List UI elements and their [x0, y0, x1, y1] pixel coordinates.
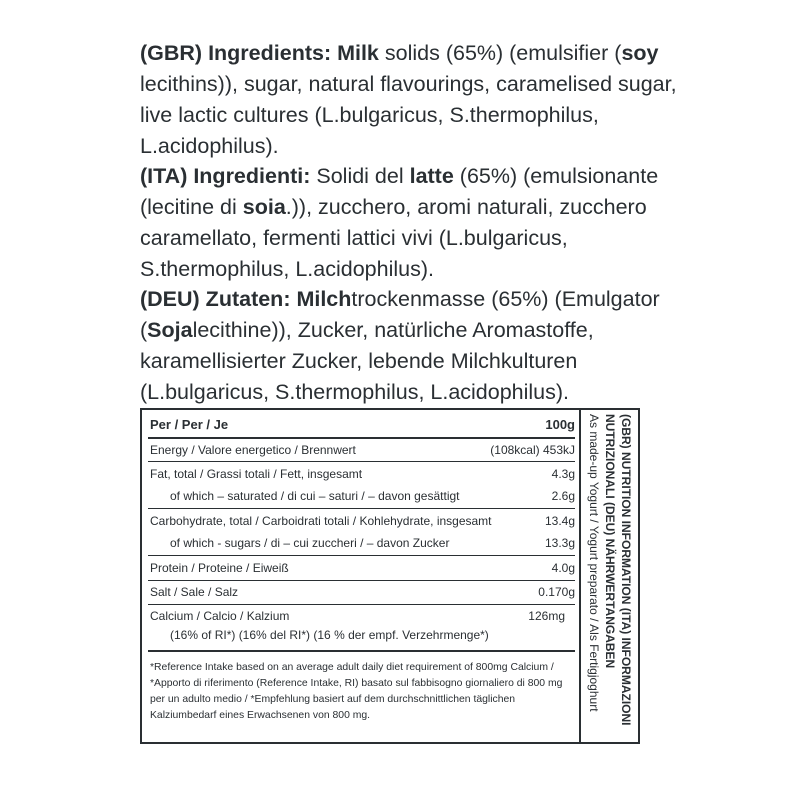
allergen-soja: Soja: [147, 318, 193, 342]
ingredients-ita-heading: (ITA) Ingredienti:: [140, 164, 311, 188]
header-divider: [148, 437, 575, 439]
header-value: 100g: [545, 417, 575, 432]
nutrition-panel: [140, 408, 640, 744]
nutrition-table: [142, 410, 579, 742]
nutrient-row-energy: Energy / Valore energetico / Brennwert (108kcal) 453kJ: [150, 443, 575, 457]
nutrient-row-fat: Fat, total / Grassi totali / Fett, insgesamt 4.3g: [150, 467, 575, 481]
nutrient-row-sugars: of which - sugars / di – cui zuccheri / – davon Zucker 13.3g: [170, 536, 575, 550]
row-divider: [148, 555, 575, 556]
nutrition-title: (GBR) NUTRITION INFORMATION (ITA) INFORMAZIONI NUTRIZIONALI (DEU) NÄHRWERTANGABEN: [603, 414, 633, 726]
nutrient-row-saturated: of which – saturated / di cui – saturi / – davon gesättigt 2.6g: [170, 489, 575, 503]
ingredients-ita: (ITA) Ingredienti: Solidi del latte (65%) (emulsionante (lecitine di soia.)), zucchero, aromi naturali, zucchero caramellato, fermenti lattici vivi (L.bulgaricus, S.thermophilus, L.acidophilus).: [140, 164, 659, 281]
nutrient-row-carbohydrate: Carbohydrate, total / Carboidrati totali / Kohlehydrate, insgesamt 13.4g: [150, 514, 575, 528]
ingredients-gbr: (GBR) Ingredients: Milk solids (65%) (emulsifier (soy lecithins)), sugar, natural flavourings, caramelised sugar, live lactic cultures (L.bulgaricus, S.thermophilus, L.acidophilus).: [140, 41, 677, 158]
footnote-divider: [148, 650, 575, 652]
nutrition-side-title: [581, 410, 638, 742]
row-divider: [148, 461, 575, 462]
nutrient-row-protein: Protein / Proteine / Eiweiß 4.0g: [150, 561, 575, 575]
header-label: Per / Per / Je: [150, 417, 229, 432]
nutrition-header-row: [150, 415, 575, 435]
calcium-ri-note: (16% of RI*) (16% del RI*) (16 % der empf. Verzehrmenge*): [170, 628, 489, 642]
nutrient-row-salt: Salt / Sale / Salz 0.170g: [150, 585, 575, 599]
reference-intake-footnote: *Reference Intake based on an average adult daily diet requirement of 800mg Calcium / *Apporto di riferimento (Reference Intake, RI) basato sul fabbisogno giornaliero di 800 mg per un adulto medio / *Empfehlung basiert auf dem durchschnittlichen täglichen Kalziumbedarf eines Erwachsenen von 800 mg.: [150, 662, 563, 721]
row-divider: [148, 508, 575, 509]
ingredients-deu-heading: (DEU) Zutaten: Milch: [140, 287, 352, 311]
nutrient-row-calcium: Calcium / Calcio / Kalzium 126mg: [150, 609, 565, 623]
allergen-soia: soia: [242, 195, 286, 219]
nutrition-subtitle: As made-up Yogurt / Yogurt preparato / Als Fertigjoghurt: [587, 414, 601, 712]
allergen-soy: soy: [621, 41, 659, 65]
allergen-latte: latte: [409, 164, 454, 188]
ingredients-gbr-heading: (GBR) Ingredients: Milk: [140, 41, 379, 65]
ingredients-deu: (DEU) Zutaten: Milchtrockenmasse (65%) (Emulgator (Sojalecithine)), Zucker, natürliche Aromastoffe, karamellisierter Zucker, lebende Milchkulturen (L.bulgaricus, S.thermophilus, L.acidophilus).: [140, 287, 660, 404]
row-divider: [148, 580, 575, 581]
row-divider: [148, 604, 575, 605]
